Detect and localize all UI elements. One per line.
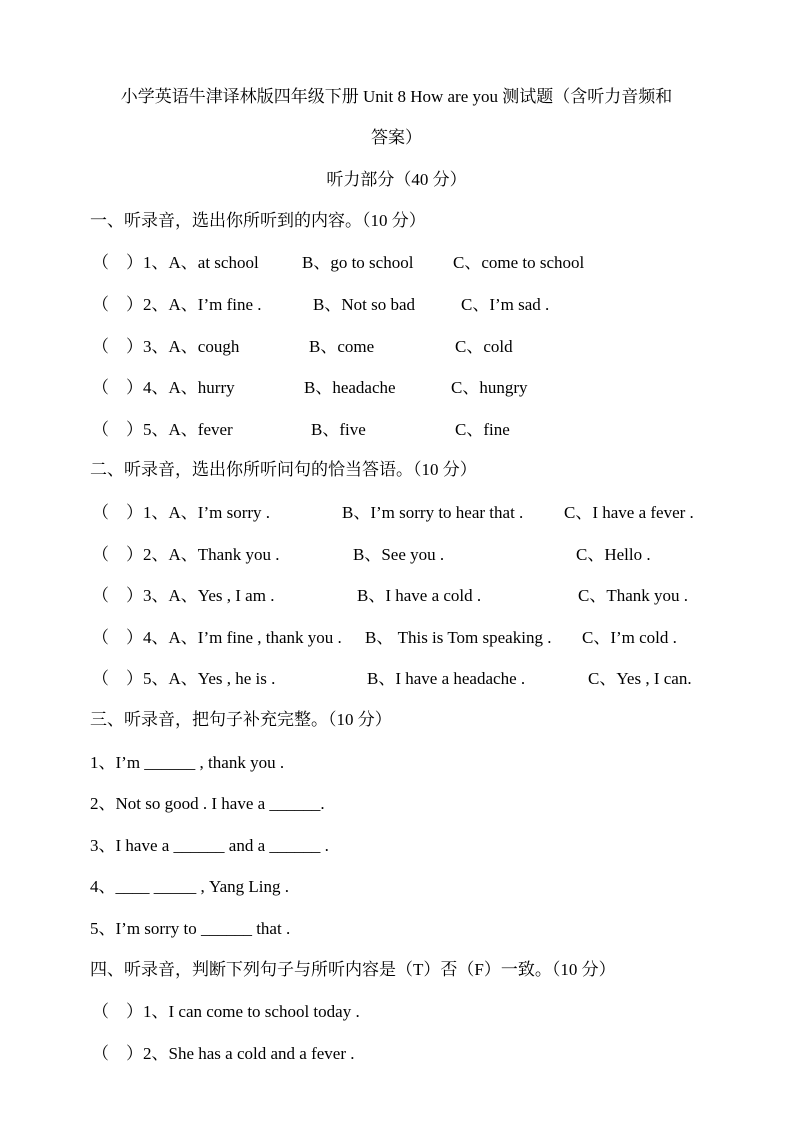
true-false-item: （ ）1、I can come to school today . — [92, 1002, 360, 1021]
section-2-heading: 二、听录音，选出你所听问句的恰当答语。（10 分） — [90, 460, 477, 479]
option-b: B、See you . — [353, 545, 445, 564]
option-c: C、I’m sad . — [461, 295, 550, 314]
option-b: B、come — [309, 337, 375, 356]
section-3-heading: 三、听录音，把句子补充完整。（10 分） — [90, 710, 392, 729]
option-a: （ ）5、A、fever — [92, 420, 233, 439]
fill-blank-item: 4、____ _____ , Yang Ling . — [90, 877, 289, 896]
option-c: C、come to school — [453, 253, 585, 272]
title-line-2: 答案） — [371, 128, 422, 147]
option-a: （ ）5、A、Yes , he is . — [92, 669, 276, 688]
option-a: （ ）2、A、I’m fine . — [92, 295, 262, 314]
option-b: B、 This is Tom speaking . — [365, 628, 552, 647]
option-a: （ ）3、A、Yes , I am . — [92, 586, 275, 605]
option-c: C、I’m cold . — [582, 628, 677, 647]
fill-blank-item: 3、I have a ______ and a ______ . — [90, 836, 329, 855]
option-b: B、go to school — [302, 253, 414, 272]
option-b: B、I’m sorry to hear that . — [342, 503, 524, 522]
fill-blank-item: 2、Not so good . I have a ______. — [90, 794, 325, 813]
option-c: C、cold — [455, 337, 513, 356]
fill-blank-item: 1、I’m ______ , thank you . — [90, 753, 285, 772]
fill-blank-item: 5、I’m sorry to ______ that . — [90, 919, 291, 938]
option-b: B、I have a cold . — [357, 586, 482, 605]
section-1-heading: 一、听录音，选出你所听到的内容。（10 分） — [90, 211, 426, 230]
option-a: （ ）3、A、cough — [92, 337, 240, 356]
option-a: （ ）2、A、Thank you . — [92, 545, 280, 564]
part-heading: 听力部分（40 分） — [326, 170, 467, 189]
option-b: B、headache — [304, 378, 396, 397]
option-c: C、Hello . — [576, 545, 651, 564]
option-a: （ ）1、A、at school — [92, 253, 259, 272]
option-b: B、I have a headache . — [367, 669, 526, 688]
option-b: B、five — [311, 420, 366, 439]
option-a: （ ）4、A、I’m fine , thank you . — [92, 628, 342, 647]
option-c: C、Yes , I can. — [588, 669, 692, 688]
option-b: B、Not so bad — [313, 295, 415, 314]
section-4-heading: 四、听录音，判断下列句子与所听内容是（T）否（F）一致。（10 分） — [90, 960, 616, 979]
option-c: C、I have a fever . — [564, 503, 694, 522]
title-line-1: 小学英语牛津译林版四年级下册 Unit 8 How are you 测试题（含听力音频和 — [120, 87, 673, 106]
true-false-item: （ ）2、She has a cold and a fever . — [92, 1044, 355, 1063]
option-c: C、hungry — [451, 378, 528, 397]
option-c: C、Thank you . — [578, 586, 689, 605]
option-c: C、fine — [455, 420, 510, 439]
option-a: （ ）1、A、I’m sorry . — [92, 503, 271, 522]
option-a: （ ）4、A、hurry — [92, 378, 235, 397]
